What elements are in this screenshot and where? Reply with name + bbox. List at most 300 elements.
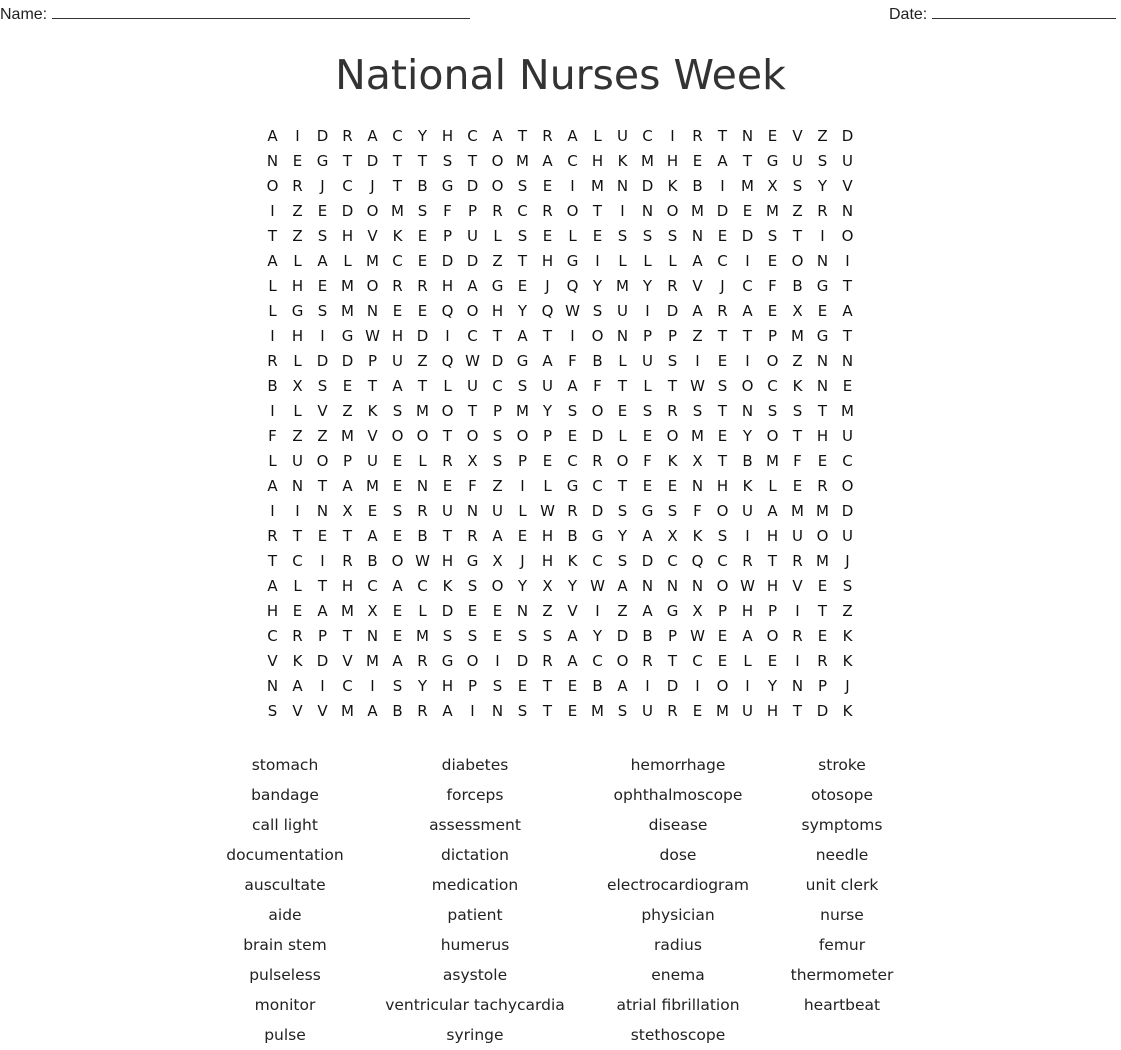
grid-letter: N (816, 352, 829, 370)
grid-letter: E (567, 702, 578, 720)
word-bank-item: dictation (441, 846, 509, 864)
grid-letter: Y (517, 302, 528, 320)
grid-letter: M (791, 502, 804, 520)
grid-letter: U (292, 452, 303, 470)
grid-letter: E (717, 427, 728, 445)
grid-letter: A (767, 502, 778, 520)
grid-letter: S (492, 427, 503, 445)
grid-letter: K (617, 152, 628, 170)
grid-letter: R (542, 127, 553, 145)
grid-letter: T (792, 702, 803, 720)
grid-letter: D (841, 127, 854, 145)
grid-letter: N (316, 502, 329, 520)
word-bank-row (0, 960, 1121, 990)
grid-letter: B (592, 677, 603, 695)
grid-letter: E (517, 677, 528, 695)
grid-letter: S (517, 177, 528, 195)
grid-letter: K (792, 377, 803, 395)
grid-letter: C (492, 377, 503, 395)
grid-letter: E (617, 402, 628, 420)
grid-letter: Q (441, 352, 454, 370)
grid-letter: M (366, 477, 379, 495)
grid-letter: R (267, 352, 278, 370)
grid-letter: E (842, 377, 853, 395)
grid-letter: O (591, 402, 604, 420)
grid-letter: I (745, 677, 750, 695)
grid-letter: S (717, 377, 728, 395)
grid-letter: J (845, 552, 850, 570)
grid-row (260, 499, 860, 524)
grid-letter: V (317, 402, 328, 420)
grid-letter: R (667, 702, 678, 720)
grid-letter: L (418, 452, 427, 470)
grid-letter: E (717, 227, 728, 245)
word-bank-item: atrial fibrillation (616, 996, 740, 1014)
grid-letter: E (817, 452, 828, 470)
word-bank-item: nurse (820, 906, 864, 924)
grid-letter: A (542, 352, 553, 370)
grid-letter: X (342, 502, 353, 520)
grid-letter: F (568, 352, 577, 370)
grid-letter: E (492, 602, 503, 620)
grid-letter: T (492, 327, 503, 345)
grid-letter: A (267, 477, 278, 495)
grid-letter: P (517, 452, 528, 470)
word-bank-item: pulseless (249, 966, 321, 984)
grid-letter: U (367, 452, 378, 470)
grid-letter: M (366, 652, 379, 670)
grid-letter: E (792, 477, 803, 495)
grid-letter: D (441, 602, 454, 620)
grid-letter: R (542, 652, 553, 670)
grid-letter: O (466, 302, 479, 320)
grid-letter: Y (592, 627, 603, 645)
grid-letter: R (717, 302, 728, 320)
grid-row (260, 399, 860, 424)
grid-letter: A (517, 327, 528, 345)
grid-letter: T (542, 327, 553, 345)
grid-letter: U (842, 152, 853, 170)
grid-letter: E (417, 227, 428, 245)
grid-letter: U (442, 502, 453, 520)
grid-letter: A (317, 602, 328, 620)
grid-letter: S (517, 377, 528, 395)
word-bank-item: radius (654, 936, 702, 954)
grid-letter: E (442, 477, 453, 495)
grid-letter: I (270, 202, 275, 220)
grid-letter: C (567, 152, 578, 170)
grid-letter: D (741, 227, 754, 245)
grid-letter: J (845, 677, 850, 695)
grid-letter: I (795, 602, 800, 620)
grid-letter: T (517, 252, 528, 270)
grid-letter: N (791, 677, 804, 695)
grid-letter: L (743, 652, 752, 670)
grid-letter: W (690, 377, 705, 395)
grid-letter: L (593, 127, 602, 145)
grid-letter: L (668, 252, 677, 270)
word-bank-item: thermometer (790, 966, 894, 984)
grid-letter: P (317, 627, 328, 645)
grid-letter: E (517, 527, 528, 545)
grid-letter: I (745, 527, 750, 545)
grid-letter: M (791, 327, 804, 345)
grid-letter: R (492, 202, 503, 220)
grid-letter: G (466, 552, 479, 570)
grid-letter: I (295, 502, 300, 520)
grid-letter: A (292, 677, 303, 695)
grid-letter: L (768, 477, 777, 495)
grid-letter: S (542, 627, 553, 645)
date-field[interactable] (889, 4, 1116, 24)
grid-row (260, 574, 860, 599)
grid-letter: T (617, 377, 628, 395)
grid-letter: L (293, 352, 302, 370)
grid-letter: C (667, 552, 678, 570)
grid-letter: K (742, 477, 753, 495)
grid-row (260, 699, 860, 724)
grid-letter: M (841, 402, 854, 420)
grid-letter: A (367, 127, 378, 145)
grid-letter: O (741, 377, 754, 395)
grid-letter: G (641, 502, 654, 520)
grid-letter: E (392, 527, 403, 545)
grid-letter: A (617, 577, 628, 595)
grid-letter: C (367, 577, 378, 595)
grid-letter: D (341, 202, 354, 220)
grid-letter: S (317, 227, 328, 245)
grid-letter: Y (417, 677, 428, 695)
grid-letter: S (517, 627, 528, 645)
grid-letter: W (590, 577, 605, 595)
grid-letter: Y (767, 677, 778, 695)
grid-letter: E (292, 602, 303, 620)
grid-row (260, 674, 860, 699)
grid-letter: E (292, 152, 303, 170)
word-bank-item: needle (815, 846, 869, 864)
grid-letter: E (392, 452, 403, 470)
grid-letter: L (643, 252, 652, 270)
grid-letter: C (592, 552, 603, 570)
grid-letter: J (320, 177, 325, 195)
word-bank-item: dose (659, 846, 697, 864)
grid-letter: Z (692, 327, 703, 345)
grid-letter: W (415, 552, 430, 570)
grid-letter: T (842, 277, 853, 295)
grid-letter: I (470, 702, 475, 720)
grid-letter: L (443, 377, 452, 395)
grid-row (260, 174, 860, 199)
grid-letter: O (716, 577, 729, 595)
grid-letter: T (367, 377, 378, 395)
grid-row (260, 649, 860, 674)
grid-letter: T (792, 227, 803, 245)
word-bank-item: pulse (264, 1026, 306, 1044)
word-bank-item: physician (641, 906, 715, 924)
grid-row (260, 324, 860, 349)
grid-letter: E (567, 677, 578, 695)
word-bank-row (0, 750, 1121, 780)
grid-letter: N (816, 377, 829, 395)
word-bank-item: assessment (429, 816, 521, 834)
name-field[interactable] (0, 4, 470, 24)
grid-row (260, 474, 860, 499)
grid-letter: A (617, 677, 628, 695)
grid-letter: M (691, 427, 704, 445)
grid-letter: D (666, 677, 679, 695)
grid-row (260, 124, 860, 149)
grid-letter: D (666, 302, 679, 320)
grid-letter: N (666, 577, 679, 595)
grid-letter: E (467, 602, 478, 620)
grid-letter: A (842, 302, 853, 320)
grid-letter: R (417, 702, 428, 720)
grid-letter: A (467, 277, 478, 295)
grid-letter: M (341, 277, 354, 295)
grid-letter: M (641, 152, 654, 170)
word-bank-item: heartbeat (803, 996, 881, 1014)
grid-letter: Z (342, 402, 353, 420)
word-search-grid (260, 124, 860, 724)
name-label: Name: (0, 6, 48, 23)
word-bank-item: patient (447, 906, 503, 924)
grid-letter: V (342, 652, 353, 670)
grid-letter: H (441, 552, 454, 570)
word-bank-item: brain stem (243, 936, 327, 954)
grid-letter: W (690, 627, 705, 645)
grid-letter: V (367, 427, 378, 445)
grid-letter: H (541, 252, 554, 270)
grid-letter: R (667, 277, 678, 295)
grid-letter: U (467, 227, 478, 245)
grid-letter: D (816, 702, 829, 720)
word-bank-item: symptoms (801, 816, 883, 834)
grid-letter: C (417, 577, 428, 595)
word-bank-item: disease (648, 816, 708, 834)
grid-letter: R (792, 552, 803, 570)
grid-letter: R (817, 477, 828, 495)
grid-letter: C (267, 627, 278, 645)
grid-letter: L (543, 477, 552, 495)
grid-letter: G (566, 477, 579, 495)
word-bank-item: unit clerk (805, 876, 879, 894)
word-bank-item: humerus (440, 936, 510, 954)
grid-letter: G (816, 327, 829, 345)
grid-letter: N (491, 702, 504, 720)
grid-letter: B (567, 527, 578, 545)
grid-letter: M (741, 177, 754, 195)
grid-letter: H (766, 577, 779, 595)
grid-letter: K (292, 652, 303, 670)
grid-letter: U (742, 502, 753, 520)
grid-letter: X (492, 552, 503, 570)
grid-letter: M (766, 452, 779, 470)
word-bank-item: femur (818, 936, 866, 954)
word-bank-item: forceps (446, 786, 504, 804)
grid-letter: O (391, 552, 404, 570)
grid-letter: T (717, 327, 728, 345)
grid-letter: C (467, 327, 478, 345)
grid-letter: T (592, 202, 603, 220)
grid-letter: C (467, 127, 478, 145)
grid-letter: E (767, 302, 778, 320)
grid-letter: L (568, 227, 577, 245)
grid-letter: H (441, 127, 454, 145)
word-bank-row (0, 900, 1121, 930)
grid-letter: B (792, 277, 803, 295)
grid-letter: V (792, 577, 803, 595)
grid-letter: Q (441, 302, 454, 320)
word-bank-row (0, 1020, 1121, 1050)
grid-letter: S (667, 227, 678, 245)
grid-letter: P (642, 327, 653, 345)
grid-letter: S (317, 377, 328, 395)
grid-letter: T (667, 377, 678, 395)
grid-letter: K (567, 552, 578, 570)
grid-letter: E (667, 477, 678, 495)
grid-letter: U (792, 152, 803, 170)
grid-letter: K (442, 577, 453, 595)
page-title: National Nurses Week (335, 51, 786, 99)
grid-letter: A (567, 377, 578, 395)
grid-letter: R (417, 502, 428, 520)
grid-letter: E (342, 377, 353, 395)
grid-letter: S (667, 352, 678, 370)
grid-letter: N (691, 477, 704, 495)
date-blank-line[interactable] (932, 4, 1116, 19)
grid-letter: H (266, 602, 279, 620)
word-bank-item: call light (252, 816, 318, 834)
grid-letter: L (268, 452, 277, 470)
grid-letter: L (618, 252, 627, 270)
grid-row (260, 274, 860, 299)
grid-letter: T (542, 702, 553, 720)
grid-letter: O (616, 652, 629, 670)
grid-letter: D (841, 502, 854, 520)
grid-letter: Q (691, 552, 704, 570)
grid-letter: E (767, 652, 778, 670)
grid-letter: L (268, 302, 277, 320)
word-bank-row (0, 930, 1121, 960)
grid-letter: N (616, 177, 629, 195)
word-bank-row (0, 780, 1121, 810)
grid-letter: O (666, 202, 679, 220)
grid-letter: Z (792, 352, 803, 370)
grid-letter: S (492, 452, 503, 470)
grid-letter: N (641, 202, 654, 220)
grid-letter: N (366, 302, 379, 320)
grid-letter: P (467, 677, 478, 695)
grid-letter: B (742, 452, 753, 470)
grid-letter: S (642, 402, 653, 420)
grid-letter: K (842, 652, 853, 670)
grid-letter: D (591, 427, 604, 445)
grid-letter: L (518, 502, 527, 520)
grid-letter: C (517, 202, 528, 220)
grid-letter: U (392, 352, 403, 370)
grid-letter: R (567, 502, 578, 520)
grid-letter: I (320, 327, 325, 345)
grid-letter: S (392, 502, 403, 520)
grid-letter: D (416, 327, 429, 345)
word-bank-item: enema (651, 966, 705, 984)
grid-letter: M (816, 552, 829, 570)
grid-row (260, 599, 860, 624)
grid-letter: F (593, 377, 602, 395)
grid-letter: I (270, 502, 275, 520)
grid-letter: R (667, 402, 678, 420)
grid-letter: Z (292, 227, 303, 245)
grid-row (260, 424, 860, 449)
grid-letter: D (516, 652, 529, 670)
grid-letter: G (441, 177, 454, 195)
grid-letter: T (817, 602, 828, 620)
grid-letter: S (767, 402, 778, 420)
grid-letter: H (766, 527, 779, 545)
grid-letter: N (691, 577, 704, 595)
grid-row (260, 224, 860, 249)
grid-letter: C (592, 477, 603, 495)
grid-letter: P (367, 352, 378, 370)
grid-letter: F (268, 427, 277, 445)
grid-letter: Z (492, 477, 503, 495)
date-label: Date: (889, 6, 928, 23)
grid-letter: T (467, 152, 478, 170)
grid-letter: D (616, 627, 629, 645)
grid-letter: L (618, 352, 627, 370)
grid-letter: N (466, 502, 479, 520)
grid-letter: M (516, 152, 529, 170)
grid-letter: H (291, 277, 304, 295)
grid-letter: A (267, 577, 278, 595)
grid-letter: B (367, 552, 378, 570)
grid-letter: T (442, 427, 453, 445)
name-blank-line[interactable] (52, 4, 470, 19)
grid-letter: R (342, 552, 353, 570)
grid-letter: M (341, 602, 354, 620)
grid-letter: Y (592, 277, 603, 295)
grid-letter: K (692, 527, 703, 545)
grid-letter: E (317, 527, 328, 545)
grid-letter: T (342, 152, 353, 170)
grid-letter: R (392, 277, 403, 295)
grid-row (260, 624, 860, 649)
grid-letter: I (845, 252, 850, 270)
grid-letter: O (491, 177, 504, 195)
grid-letter: F (443, 202, 452, 220)
grid-letter: S (392, 402, 403, 420)
grid-letter: V (842, 177, 853, 195)
grid-letter: O (716, 677, 729, 695)
grid-letter: T (617, 477, 628, 495)
grid-letter: G (491, 277, 504, 295)
grid-letter: O (316, 452, 329, 470)
grid-letter: V (692, 277, 703, 295)
grid-letter: E (717, 627, 728, 645)
grid-letter: Z (492, 252, 503, 270)
grid-letter: E (542, 227, 553, 245)
grid-letter: O (666, 427, 679, 445)
grid-letter: I (595, 252, 600, 270)
grid-letter: E (817, 577, 828, 595)
grid-letter: M (816, 502, 829, 520)
grid-letter: T (717, 452, 728, 470)
grid-letter: S (442, 627, 453, 645)
grid-letter: A (692, 252, 703, 270)
grid-letter: T (267, 227, 278, 245)
grid-letter: L (293, 252, 302, 270)
grid-letter: A (392, 377, 403, 395)
